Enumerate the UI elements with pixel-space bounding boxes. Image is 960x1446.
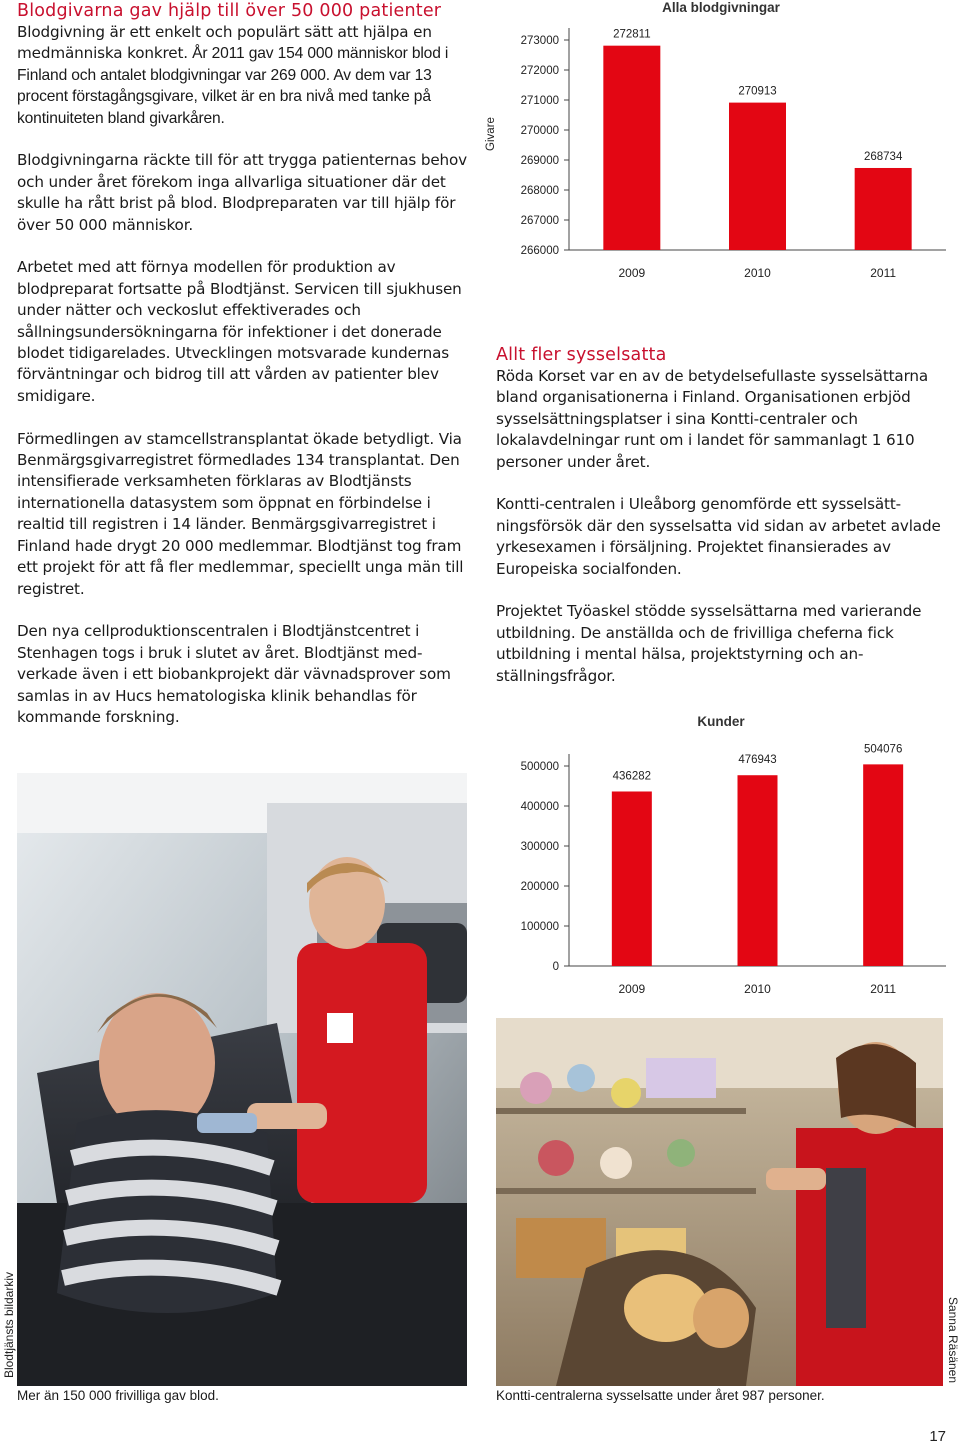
x-tick-label: 2009 [618, 266, 646, 280]
x-tick-label: 2010 [744, 266, 771, 280]
y-tick-label: 500000 [520, 761, 559, 773]
bar-2011 [855, 168, 912, 250]
bar-2010 [738, 775, 778, 966]
y-tick-label: 400000 [520, 801, 559, 813]
paragraph-stemcell: Förmedlingen av stamcellstransplantat ökade betydligt. Via Benmärgsgivarregistret förmedlades 134 transplantat. Den intensifierade verksamheten förklaras av Blodtjänsts internationella datasystem som öppnat en förbindelse i realtid till registren i 14 länder. Benmärgsgivarregistret i Finland hade drygt 20 000 medlemmar. Blodtjänst tog fram ett projekt för att få fler medlemmar, speciellt unga män till registret. [17, 429, 464, 598]
section-heading-employment: Allt fler sysselsatta [496, 345, 667, 365]
y-tick-label: 100000 [520, 921, 559, 933]
page-number: 17 [929, 1428, 946, 1445]
paragraph-intro-lead: Blodgivning är ett enkelt och populärt sätt att hjälpa en medmänniska konkret. [17, 23, 432, 63]
chart-title: Alla blodgivningar [662, 0, 780, 15]
x-tick-label: 2011 [870, 266, 897, 280]
paragraph-production: Arbetet med att förnya modellen för produktion av blodpreparat fortsatte på Blodtjänst. Servicen till sjukhusen under nätter och veckoslut effektiverades och sållningsundersökningarna för infektioner i det donerade blodet tidigarelades. Utvecklingen motsvarade kundernas förväntningar och bidrog till att vården av patienter blev smidigare. [17, 258, 462, 405]
data-label: 436282 [612, 770, 652, 783]
left-column [17, 0, 467, 750]
y-tick-label: 266000 [520, 245, 559, 257]
photo-kontti-store [496, 1018, 943, 1386]
paragraph-employers: Röda Korset var en av de betydelsefullaste sysselsättarna bland organisationerna i Finland. Organisationen erbjöd sysselsättningsplatser i sina Kontti-centraler och lokalavdelningar runt om i landet för sammanlagt 1 610 personer under året. [496, 367, 929, 471]
bar-2009 [603, 46, 660, 250]
paragraph-cellcenter: Den nya cellproduktionscentralen i Blodtjänstcentret i Stenhagen togs i bruk i slutet av året. Blodtjänst medverkade även i ett biobankprojekt där vävnadsprover som samlas in av Hucs hematologiska klinik behandlas för kommande forskning. [17, 622, 451, 726]
y-tick-label: 270000 [520, 125, 559, 137]
chart-title: Kunder [697, 714, 745, 729]
y-tick-label: 268000 [520, 185, 559, 197]
credit-left-photo: Blodtjänsts bildarkiv [2, 1271, 16, 1379]
data-label: 476943 [738, 754, 777, 767]
x-tick-label: 2009 [618, 982, 646, 996]
paragraph-intro-rest: År 2011 gav 154 000 människor blod i Finland och antalet blodgivningar var 269 000. Av dem var 13 procent förstagångsgivare, vilket är en bra nivå med tanke på kontinuiteten bland givarkåren. [17, 45, 449, 127]
caption-left-photo: Mer än 150 000 frivilliga gav blod. [17, 1388, 219, 1403]
bar-2009 [612, 791, 652, 966]
paragraph-supply: Blodgivningarna räckte till för att trygga patienternas behov och under året förekom inga allvarliga situationer där det skulle ha rått brist på blod. Blodpreparaten var till hjälp för över 50 000 människor. [17, 151, 467, 234]
bar-2010 [729, 103, 786, 250]
y-tick-label: 271000 [520, 95, 559, 107]
bar-2011 [863, 764, 903, 966]
data-label: 272811 [613, 28, 651, 41]
y-tick-label: 273000 [520, 35, 559, 47]
chart-all-donations [480, 0, 948, 290]
chart-customers [480, 706, 948, 996]
photo-blood-donation [17, 773, 467, 1386]
y-tick-label: 200000 [520, 881, 559, 893]
data-label: 268734 [863, 150, 903, 163]
y-tick-label: 300000 [520, 841, 559, 853]
section-heading-blood: Blodgivarna gav hjälp till över 50 000 patienter [17, 1, 442, 21]
y-tick-label: 267000 [520, 215, 559, 227]
x-tick-label: 2010 [744, 982, 771, 996]
x-tick-label: 2011 [870, 982, 897, 996]
right-column [496, 344, 948, 708]
y-tick-label: 269000 [520, 155, 559, 167]
credit-right-photo: Sanna Räsänen [946, 1296, 960, 1384]
paragraph-uleaborg: Kontti-centralen i Uleåborg genomförde ett sysselsättningsförsök där den sysselsatta vid sidan av arbetet avlade yrkesexamen i försäljning. Projektet finansierades av Europeiska socialfonden. [496, 495, 941, 578]
data-label: 504076 [863, 743, 903, 756]
data-label: 270913 [738, 85, 777, 98]
y-tick-label: 272000 [520, 65, 559, 77]
kontti-store-illustration [496, 1018, 943, 1386]
blood-donation-illustration [17, 773, 467, 1386]
paragraph-intro [17, 22, 467, 129]
y-axis-label: Givare [485, 117, 497, 151]
y-tick-label: 0 [552, 961, 559, 973]
paragraph-tyoaskel: Projektet Työaskel stödde sysselsättarna med varierande utbildning. De anställda och de frivilliga cheferna fick utbildning i mental hälsa, projektstyrning och anställningsfrågor. [496, 602, 922, 685]
caption-right-photo: Kontti-centralerna sysselsatte under året 987 personer. [496, 1388, 825, 1403]
